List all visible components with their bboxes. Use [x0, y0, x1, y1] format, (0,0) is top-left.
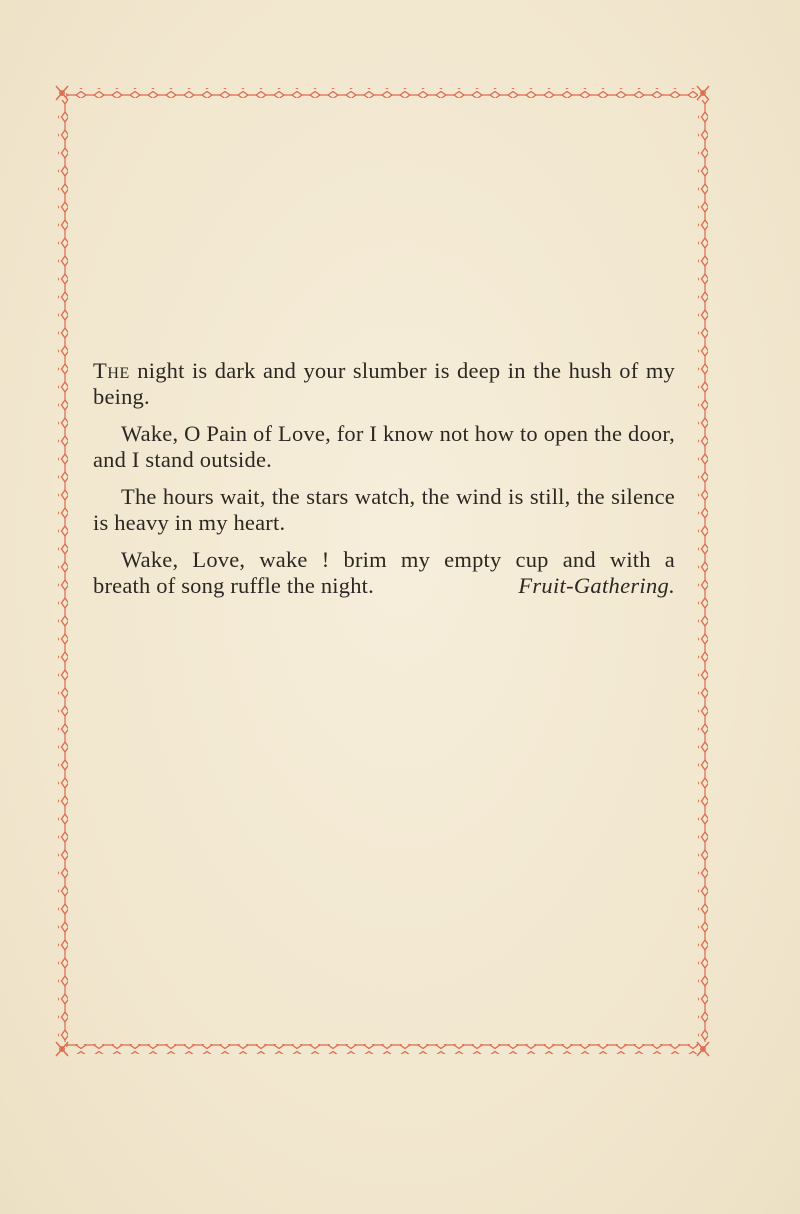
stanza-4-line-2: breath of song ruffle the night.: [93, 573, 374, 598]
border-bottom: [66, 1044, 698, 1054]
corner-ornament-bottom-right: [697, 1042, 709, 1056]
poem-stanza-4: [93, 547, 675, 573]
border-left: [58, 100, 68, 1042]
stanza-2-text: Wake, O Pain of Love, for I know not how to open the door, and I stand outside.: [93, 421, 675, 472]
poem-stanza-2: [93, 421, 675, 473]
stanza-3-text: The hours wait, the stars watch, the wind is still, the silence is heavy in my heart.: [93, 484, 675, 535]
corner-ornament-top-right: [697, 86, 709, 100]
poem-stanza-1: [93, 358, 675, 410]
stanza-4-line-1: Wake, Love, wake ! brim my empty cup and with a: [121, 547, 675, 572]
opening-word: The: [93, 358, 130, 383]
poem-last-line: [93, 573, 675, 599]
border-top: [66, 88, 698, 98]
border-right: [698, 100, 708, 1042]
poem-text: [93, 358, 675, 599]
stanza-1-text: night is dark and your slumber is deep in the hush of my being.: [93, 358, 675, 409]
source-attribution: Fruit-Gathering.: [518, 573, 675, 598]
poem-stanza-3: [93, 484, 675, 536]
